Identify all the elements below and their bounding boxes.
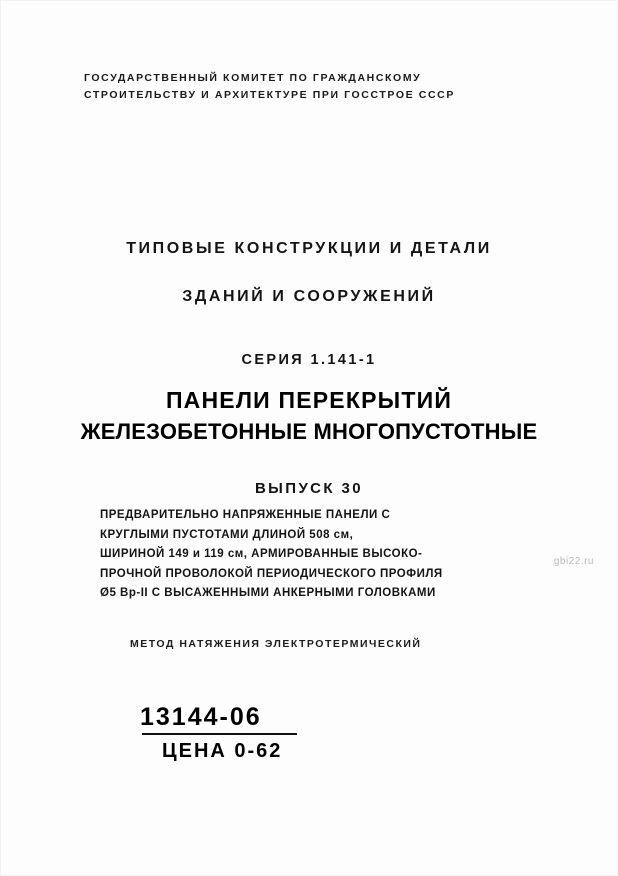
document-code-number: 13144-06	[140, 703, 262, 731]
document-code-block	[140, 702, 400, 763]
issue-label: ВЫПУСК 30	[254, 480, 364, 497]
document-header	[84, 70, 544, 104]
title-line-1: ТИПОВЫЕ КОНСТРУКЦИИ И ДЕТАЛИ	[126, 240, 492, 257]
description-line-1: ПРЕДВАРИТЕЛЬНО НАПРЯЖЕННЫЕ ПАНЕЛИ С	[100, 509, 391, 521]
header-line-1: ГОСУДАРСТВЕННЫЙ КОМИТЕТ ПО ГРАЖДАНСКОМУ	[84, 72, 422, 84]
watermark-text: gbi22.ru	[553, 556, 594, 567]
main-title-line-1: ПАНЕЛИ ПЕРЕКРЫТИЙ	[165, 387, 453, 413]
code-underline	[142, 733, 297, 735]
description-block	[100, 506, 530, 604]
header-line-2: СТРОИТЕЛЬСТВУ И АРХИТЕКТУРЕ ПРИ ГОССТРОЕ СССР	[84, 89, 455, 101]
method-note: МЕТОД НАТЯЖЕНИЯ ЭЛЕКТРОТЕРМИЧЕСКИЙ	[130, 638, 422, 650]
description-line-2: КРУГЛЫМИ ПУСТОТАМИ ДЛИНОЙ 508 см,	[100, 528, 354, 541]
document-title-block	[0, 238, 618, 497]
description-line-3: ШИРИНОЙ 149 и 119 см, АРМИРОВАННЫЕ ВЫСОКО-	[100, 548, 423, 560]
title-line-2: ЗДАНИЙ И СООРУЖЕНИЙ	[182, 288, 436, 305]
main-title-line-2: ЖЕЛЕЗОБЕТОННЫЕ МНОГОПУСТОТНЫЕ	[80, 419, 538, 444]
description-line-5: Ø5 Вр-II С ВЫСАЖЕННЫМИ АНКЕРНЫМИ ГОЛОВКАМИ	[100, 587, 436, 599]
document-price: ЦЕНА 0-62	[162, 740, 283, 762]
description-line-4: ПРОЧНОЙ ПРОВОЛОКОЙ ПЕРИОДИЧЕСКОГО ПРОФИЛЯ	[100, 567, 443, 580]
series-label: СЕРИЯ 1.141-1	[241, 352, 377, 368]
